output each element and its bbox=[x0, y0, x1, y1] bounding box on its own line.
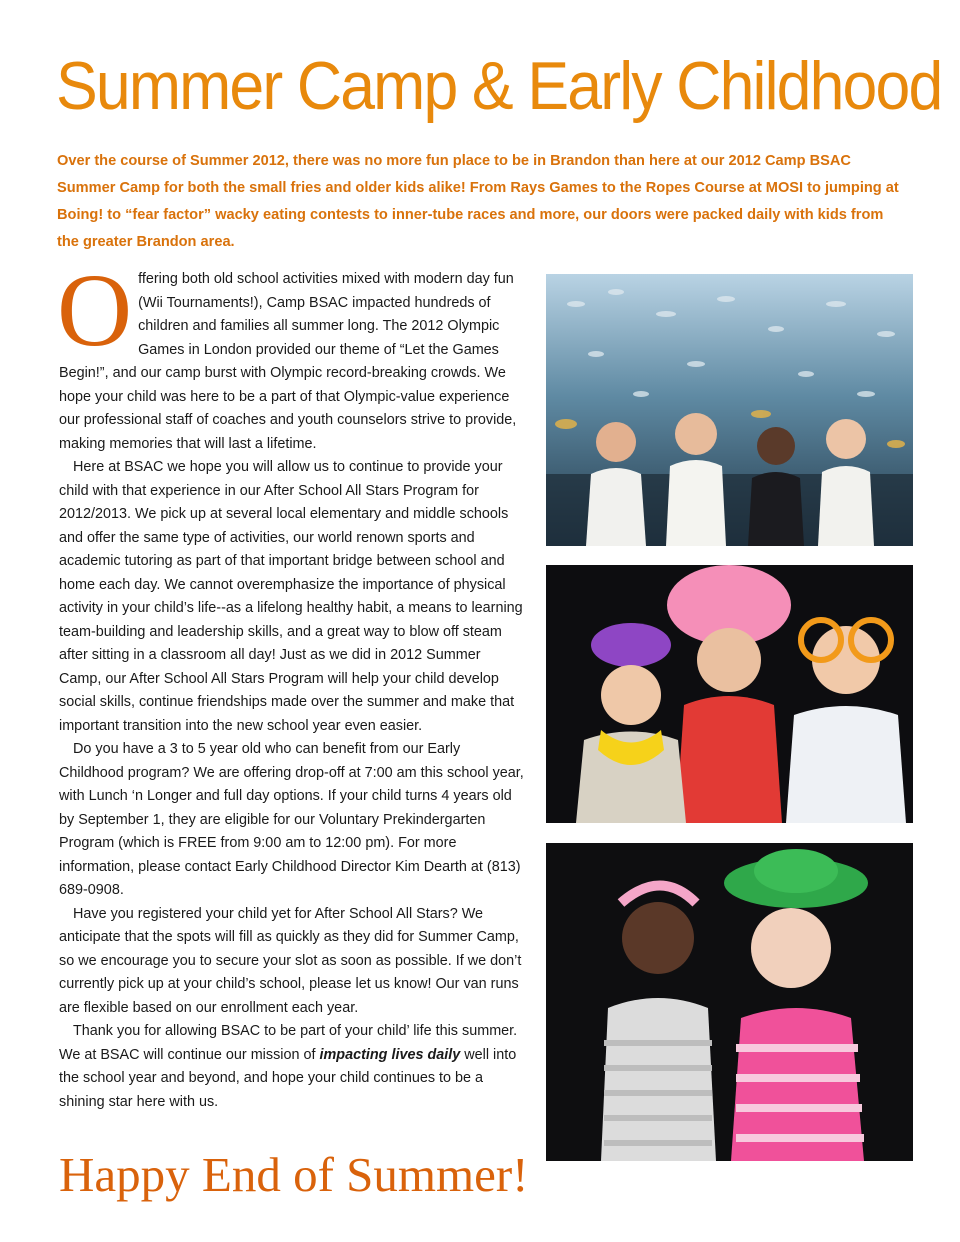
article-paragraph-5 bbox=[59, 1020, 525, 1114]
intro-paragraph: Over the course of Summer 2012, there was no more fun place to be in Brandon than here at our 2012 Camp BSAC Summer Camp for both the small fries and older kids alike! From Rays Games to the Ropes Course at MOSI to jumping at Boing! to “fear factor” wacky eating contests to inner-tube races and more, our doors were packed daily with kids from the greater Brandon area. bbox=[57, 153, 899, 250]
article-body bbox=[57, 253, 525, 1114]
article-paragraph-2: Here at BSAC we hope you will allow us to continue to provide your child with that experience in our After School All Stars Program for 2012/2013. We pick up at several local elementary and middle schools and offer the same type of activities, our world renown sports and academic tutoring as part of that important bridge between school and home each day. We cannot overemphasize the importance of physical activity in your child’s life--as a lifelong healthy habit, a means to learning team-building and leadership skills, and a great way to blow off steam after sitting in a classroom all day! Just as we did in 2012 Summer Camp, our After School All Stars Program will help your child develop social skills, continue friendships made over the summer and make that important transition into the new school year even easier. bbox=[59, 459, 523, 734]
article-paragraph-1 bbox=[57, 253, 525, 456]
costume-kids-photo bbox=[546, 565, 913, 823]
page-title: Summer Camp & Early Childhood bbox=[56, 48, 942, 124]
article-paragraph-3: Do you have a 3 to 5 year old who can benefit from our Early Childhood program? We are offering drop-off at 7:00 am this school year, with Lunch ‘n Longer and full day options. If your child turns 4 years old by September 1, they are eligible for our Voluntary Prekindergarten Program (which is FREE from 9:00 am to 12:00 pm). For more information, please contact Early Childhood Director Kim Dearth at (813) 689-0908. bbox=[59, 741, 524, 898]
drop-cap: O bbox=[57, 253, 133, 368]
paragraph-5-start: Thank you for allowing BSAC to be part of your child’ life this summer. We at BSAC will continue our mission of bbox=[59, 1023, 518, 1063]
paragraph-1-text: ffering both old school activities mixed with modern day fun (Wii Tournaments!), Camp BSAC impacted hundreds of children and families all summer long. The 2012 Olympic Games in London provided our theme of “Let the Games Begin!”, and our camp burst with Olympic record-breaking crowds. We hope your child was here to be a part of that Olympic-value experience our professional staff of coaches and youth counselors strive to provide, making memories that will last a lifetime. bbox=[59, 271, 517, 452]
article-paragraph-4: Have you registered your child yet for After School All Stars? We anticipate that the spots will fill as quickly as they did for Summer Camp, so we encourage you to secure your slot as soon as possible. If we don’t currently pick up at your child’s school, please let us know! Our van runs are flexible based on our enrollment each year. bbox=[59, 905, 522, 1016]
paragraph-5-end: well into the school year and beyond, and hope your child continues to be a shining star here with us. bbox=[59, 1046, 517, 1110]
face-paint-girls-photo bbox=[546, 843, 913, 1161]
aquarium-kids-photo bbox=[546, 274, 913, 546]
closing-headline: Happy End of Summer! bbox=[59, 1147, 529, 1202]
paragraph-5-emphasis: impacting lives daily bbox=[319, 1046, 461, 1063]
